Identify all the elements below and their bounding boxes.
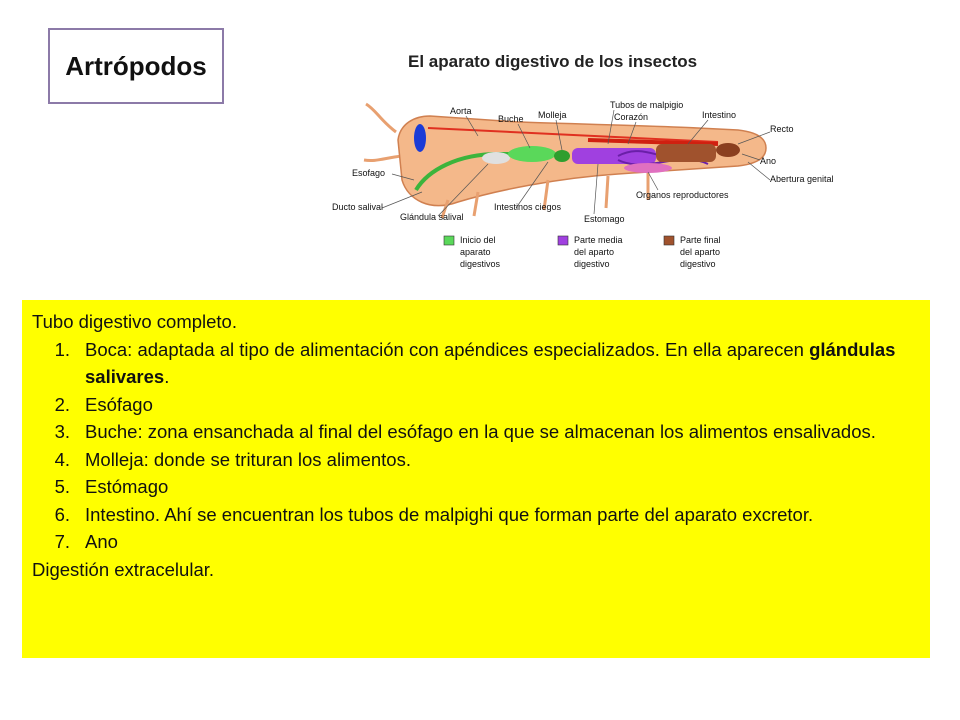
list-item: [32, 528, 920, 556]
label-aorta: Aorta: [450, 106, 472, 116]
list-text: [85, 336, 920, 391]
legend-item-media: [558, 235, 623, 269]
list-text-bold: glándulas salivares: [85, 338, 896, 387]
antenna-upper: [366, 104, 396, 132]
list-text-part: .: [164, 366, 170, 387]
list-number: 6.: [54, 503, 70, 525]
legend-text: aparato: [460, 247, 491, 257]
list-number: 3.: [54, 421, 70, 442]
crop: [508, 146, 556, 162]
legend-text: Inicio del: [460, 235, 496, 245]
insect-digestive-diagram: [318, 40, 846, 280]
diagram-svg: [318, 40, 846, 280]
insect-eye: [414, 124, 426, 152]
list-text: Buche: zona ensanchada al final del esófago en la que se almacenan los alimentos ensalivados.: [85, 421, 876, 442]
reproductive-organs: [624, 163, 672, 173]
list-text: Molleja: donde se trituran los alimentos.: [85, 448, 411, 470]
label-ducto-salival: Ducto salival: [332, 202, 384, 212]
list-text: Intestino. Ahí se encuentran los tubos de malpighi que forman parte del aparato excretor.: [85, 503, 814, 525]
salivary-gland: [482, 152, 510, 164]
list-number: 4.: [54, 448, 70, 470]
label-corazon: Corazón: [614, 112, 649, 122]
label-intestino: Intestino: [702, 110, 737, 120]
list-number: 1.: [54, 338, 70, 360]
legend-item-inicio: [444, 235, 501, 269]
list-number: 5.: [54, 476, 70, 497]
list-item: [32, 418, 920, 446]
list-item: [32, 391, 920, 419]
outro-text: Digestión extracelular.: [32, 558, 215, 580]
slide-title: Artrópodos: [48, 28, 224, 104]
list-item: [32, 446, 920, 474]
antenna-lower: [364, 156, 402, 161]
legend-text: digestivos: [460, 259, 501, 269]
label-esofago: Esofago: [352, 168, 386, 178]
legend-text: digestivo: [574, 259, 610, 269]
label-ano: Ano: [760, 156, 777, 166]
legend-text: del aparto: [680, 247, 721, 257]
label-abertura-genital: Abertura genital: [770, 174, 834, 184]
label-organos-reproductores: Organos reproductores: [636, 190, 729, 200]
legend-swatch-green: [444, 236, 454, 245]
legend-text: del aparto: [574, 247, 615, 257]
legend: [444, 235, 721, 269]
list-text: Esófago: [85, 393, 153, 415]
list-number: 2.: [54, 393, 70, 415]
hindgut: [656, 144, 716, 162]
list-number: 7.: [54, 531, 70, 552]
legend-swatch-brown: [664, 236, 674, 245]
label-glandula-salival: Glándula salival: [400, 212, 464, 222]
gizzard: [554, 150, 570, 162]
content-box: [22, 300, 930, 658]
legend-text: digestivo: [680, 259, 716, 269]
list-item: [32, 336, 920, 391]
label-molleja: Molleja: [538, 110, 567, 120]
label-recto: Recto: [770, 124, 794, 134]
label-tubos-malpigio: Tubos de malpigio: [610, 100, 684, 110]
label-intestinos-ciegos: Intestinos ciegos: [494, 202, 562, 212]
label-buche: Buche: [498, 114, 524, 124]
legend-text: Parte media: [574, 235, 623, 245]
midgut: [572, 148, 656, 164]
diagram-title: El aparato digestivo de los insectos: [408, 52, 698, 71]
list-item: [32, 501, 920, 529]
list-text: Ano: [85, 531, 118, 552]
legend-swatch-purple: [558, 236, 568, 245]
list-text-part: Boca: adaptada al tipo de alimentación con apéndices especializados. En ella aparecen: [85, 338, 810, 360]
legend-text: Parte final: [680, 235, 721, 245]
rectum: [716, 143, 740, 157]
organ-list: [32, 336, 920, 556]
intro-text: Tubo digestivo completo.: [32, 311, 237, 332]
list-item: [32, 473, 920, 501]
list-text: Estómago: [85, 476, 169, 497]
legend-item-final: [664, 235, 721, 269]
label-estomago: Estomago: [584, 214, 625, 224]
